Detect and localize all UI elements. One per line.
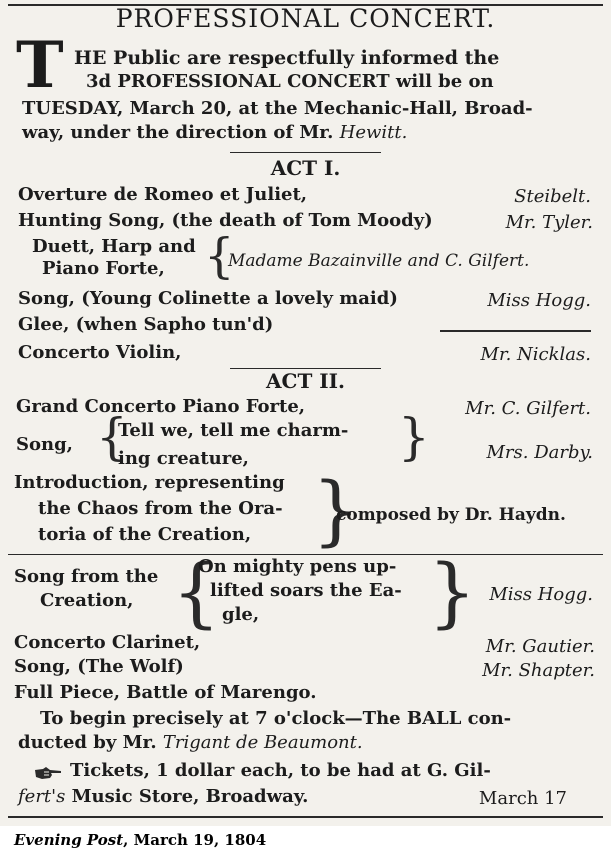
act1-piece-2: Hunting Song, (the death of Tom Moody) bbox=[18, 210, 433, 231]
drop-cap: T bbox=[16, 28, 64, 103]
intro-line-4 bbox=[22, 122, 407, 144]
act1-performer-6: Mr. Nicklas. bbox=[480, 344, 591, 365]
act1-piece-5: Glee, (when Sapho tun'd) bbox=[18, 314, 274, 335]
act2-sub-2a: Tell we, tell me charm- bbox=[118, 420, 349, 441]
act2-piece-1: Grand Concerto Piano Forte, bbox=[16, 396, 306, 417]
act2-performer-5: Mr. Gautier. bbox=[485, 636, 595, 657]
act1-piece-3a: Duett, Harp and bbox=[32, 236, 196, 257]
act2-piece-6: Song, (The Wolf) bbox=[14, 656, 184, 677]
intro-line-2: 3d PROFESSIONAL CONCERT will be on bbox=[86, 71, 494, 92]
brace-left: { bbox=[172, 547, 221, 636]
act2-performer-6: Mr. Shapter. bbox=[482, 660, 595, 681]
act2-piece-3c: toria of the Creation, bbox=[38, 524, 252, 545]
footer-line-2-text: ducted by Mr. bbox=[18, 732, 157, 753]
brace-right: } bbox=[398, 408, 430, 466]
act1-piece-1: Overture de Romeo et Juliet, bbox=[18, 184, 308, 205]
act2-piece-2: Song, bbox=[16, 434, 73, 455]
act2-sub-4b: lifted soars the Ea- bbox=[210, 580, 402, 601]
footer-line-4-text: Music Store, Broadway. bbox=[71, 786, 309, 807]
act2-piece-3b: the Chaos from the Ora- bbox=[38, 498, 283, 519]
ball-director-name: Trigant de Beaumont. bbox=[162, 732, 363, 753]
act1-performer-3: Madame Bazainville and C. Gilfert. bbox=[228, 251, 530, 271]
brace-left: { bbox=[204, 228, 235, 284]
act2-sub-4a: On mighty pens up- bbox=[198, 556, 397, 577]
act1-performer-4: Miss Hogg. bbox=[487, 290, 591, 311]
footer-line-3: Tickets, 1 dollar each, to be had at G. Gil- bbox=[70, 760, 491, 781]
intro-line-1: HE Public are respectfully informed the bbox=[74, 47, 500, 69]
act1-piece-6: Concerto Violin, bbox=[18, 342, 182, 363]
act2-piece-5: Concerto Clarinet, bbox=[14, 632, 201, 653]
footer-line-4-name: fert's bbox=[18, 786, 66, 807]
bottom-rule bbox=[8, 816, 603, 818]
act1-piece-3b: Piano Forte, bbox=[42, 258, 165, 279]
act2-piece-3a: Introduction, representing bbox=[14, 472, 285, 493]
ad-date: March 17 bbox=[478, 788, 567, 809]
caption bbox=[14, 830, 266, 850]
act2-sub-4c: gle, bbox=[222, 604, 260, 625]
act-2-heading: ACT II. bbox=[266, 369, 345, 393]
act2-performer-3 bbox=[336, 504, 566, 526]
director-name: Hewitt. bbox=[339, 122, 408, 143]
intro-line-3: TUESDAY, March 20, at the Mechanic-Hall, Broad- bbox=[22, 98, 533, 119]
act1-performer-2: Mr. Tyler. bbox=[505, 212, 593, 233]
brace-right: } bbox=[312, 465, 361, 554]
glee-dash bbox=[440, 330, 591, 332]
act2-piece-7: Full Piece, Battle of Marengo. bbox=[14, 682, 317, 703]
brace-left: { bbox=[96, 408, 128, 466]
intro-line-4-text: way, under the direction of Mr. bbox=[22, 122, 334, 143]
act1-piece-4: Song, (Young Colinette a lovely maid) bbox=[18, 288, 398, 309]
footer-line-4 bbox=[18, 786, 308, 808]
caption-date: , March 19, 1804 bbox=[123, 831, 267, 849]
section-divider bbox=[8, 554, 603, 555]
act2-piece-4a: Song from the bbox=[14, 566, 159, 587]
caption-source: Evening Post bbox=[14, 831, 124, 849]
brace-right: } bbox=[428, 547, 477, 636]
act1-performer-1: Steibelt. bbox=[514, 186, 591, 207]
act2-piece-4b: Creation, bbox=[40, 590, 134, 611]
act2-sub-2b: ing creature, bbox=[118, 448, 249, 469]
page-title: PROFESSIONAL CONCERT. bbox=[115, 4, 496, 33]
pointing-hand-icon bbox=[34, 765, 62, 781]
act-1-heading: ACT I. bbox=[270, 156, 341, 180]
short-divider bbox=[230, 152, 381, 153]
act2-performer-4: Miss Hogg. bbox=[489, 584, 593, 605]
act2-performer-2: Mrs. Darby. bbox=[486, 442, 593, 463]
act2-performer-1: Mr. C. Gilfert. bbox=[465, 398, 591, 419]
act2-performer-3-text: composed by Dr. Haydn. bbox=[336, 505, 566, 525]
footer-line-2 bbox=[18, 732, 363, 754]
footer-line-1: To begin precisely at 7 o'clock—The BALL con- bbox=[40, 708, 512, 729]
